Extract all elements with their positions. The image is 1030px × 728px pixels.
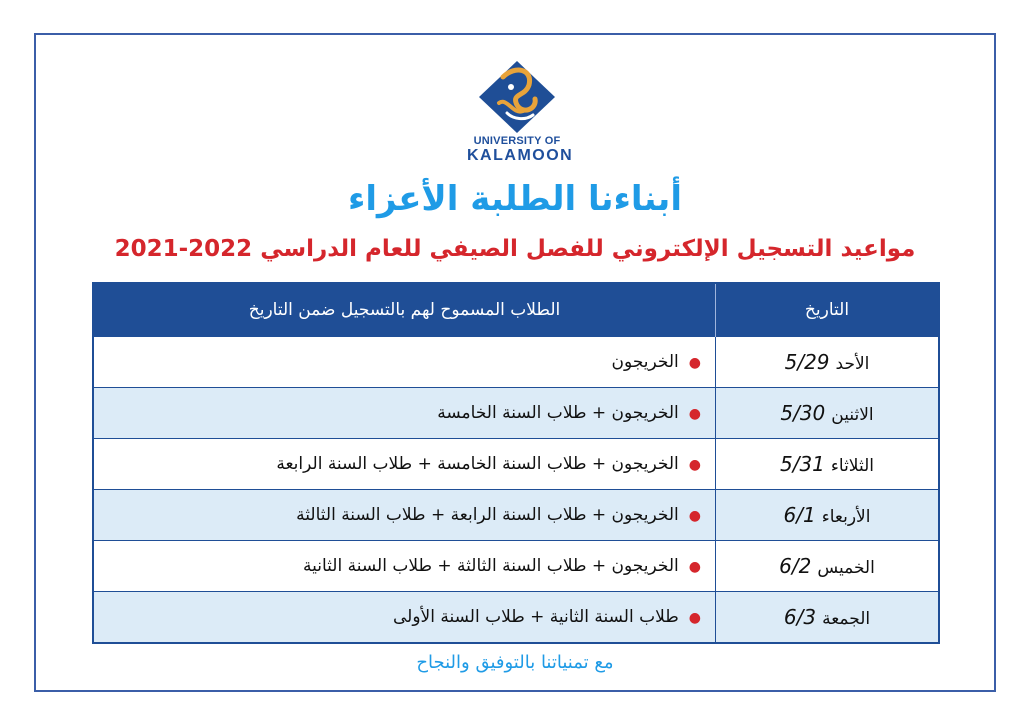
table-header-row [93,283,939,337]
bullet-icon: ● [688,355,701,371]
table-row [93,490,939,541]
students-text: الخريجون [611,352,679,372]
closing-message: مع تمنياتنا بالتوفيق والنجاح [416,652,614,673]
date-cell [716,388,940,439]
header-students: الطلاب المسموح لهم بالتسجيل ضمن التاريخ [93,283,716,337]
bullet-icon: ● [688,406,701,422]
bullet-icon: ● [688,508,701,524]
greeting-heading: أبناءنا الطلبة الأعزاء [348,179,682,219]
bullet-icon: ● [688,610,701,626]
date-cell [716,337,940,388]
students-text: طلاب السنة الثانية + طلاب السنة الأولى [392,607,679,627]
table-row [93,337,939,388]
day-name: الأربعاء [821,507,871,527]
students-text: الخريجون + طلاب السنة الخامسة + طلاب السنة الرابعة [276,454,679,474]
logo-text-line2: KALAMOON [467,147,574,164]
day-name: الاثنين [831,405,874,425]
date-value: 6/1 [783,503,816,527]
students-cell [93,388,716,439]
date-cell [716,541,940,592]
table-row [93,541,939,592]
table-row [93,592,939,644]
header-date: التاريخ [716,283,940,337]
date-value: 5/31 [779,452,825,476]
schedule-title: مواعيد التسجيل الإلكتروني للفصل الصيفي للعام الدراسي 2022-2021 [114,236,916,262]
students-cell [93,337,716,388]
students-cell [93,439,716,490]
university-logo [467,57,574,167]
students-text: الخريجون + طلاب السنة الرابعة + طلاب السنة الثالثة [296,505,679,525]
table-row [93,388,939,439]
bullet-icon: ● [688,457,701,473]
students-text: الخريجون + طلاب السنة الخامسة [437,403,679,423]
logo-emblem-icon [467,57,567,137]
bullet-icon: ● [688,559,701,575]
date-cell [716,592,940,644]
day-name: الثلاثاء [830,456,874,476]
registration-schedule-table [92,282,940,644]
students-cell [93,490,716,541]
day-name: الخميس [817,558,875,578]
date-value: 6/2 [779,554,812,578]
date-value: 6/3 [783,605,817,629]
date-cell [716,439,940,490]
students-cell [93,592,716,644]
table-row [93,439,939,490]
date-value: 5/30 [780,401,826,425]
day-name: الجمعة [822,609,871,629]
date-cell [716,490,940,541]
students-cell [93,541,716,592]
date-value: 5/29 [784,350,830,374]
day-name: الأحد [835,354,870,374]
students-text: الخريجون + طلاب السنة الثالثة + طلاب السنة الثانية [303,556,679,576]
logo-text-line1: UNIVERSITY OF [473,135,561,147]
